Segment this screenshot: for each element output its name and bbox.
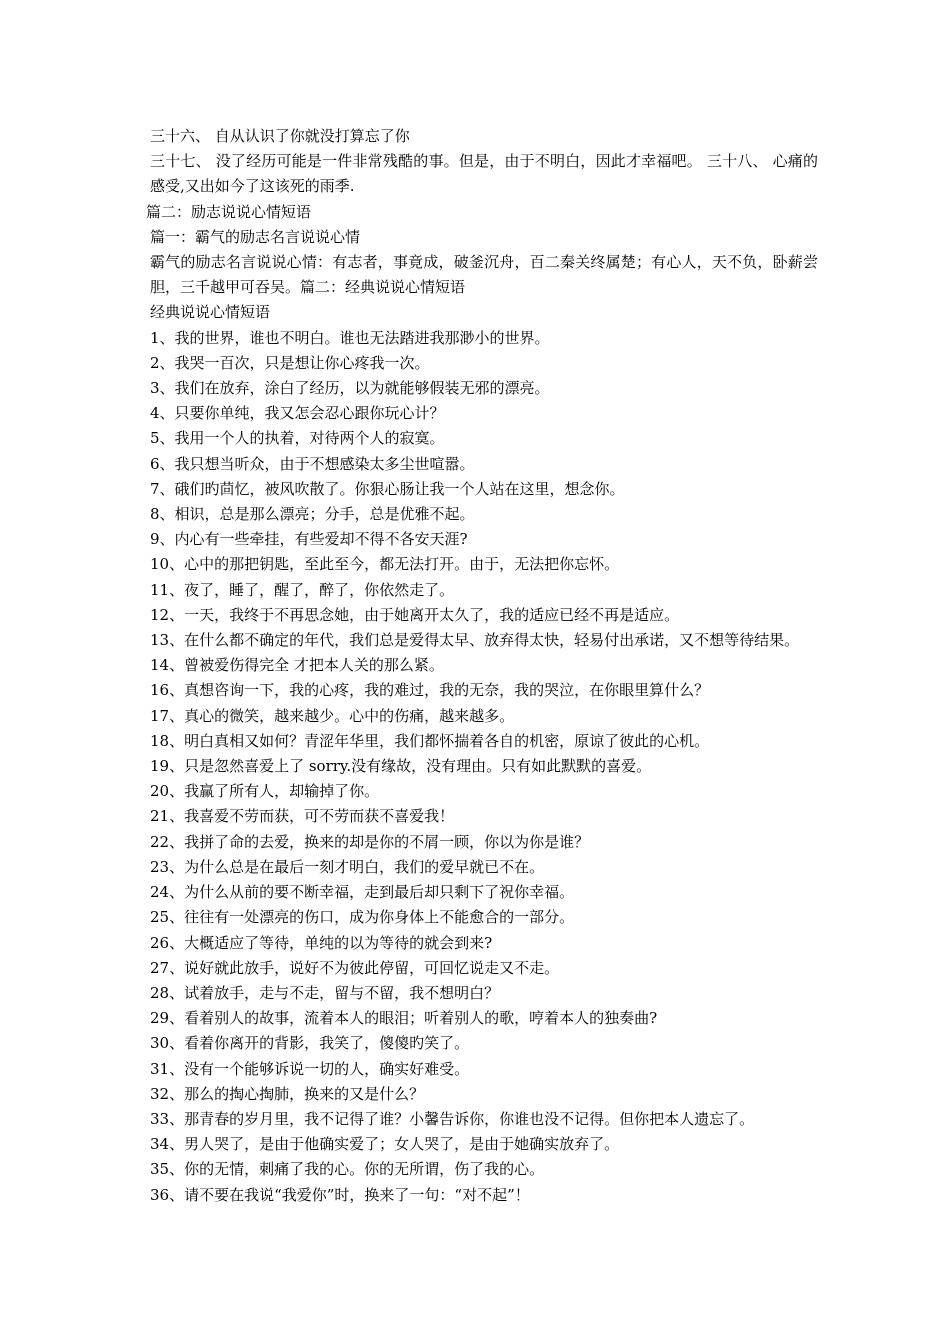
paragraph: 经典说说心情短语 bbox=[150, 303, 271, 322]
paragraph: 33、那青春的岁月里，我不记得了谁？小馨告诉你，你谁也没不记得。但你把本人遗忘了。 bbox=[150, 1109, 755, 1128]
paragraph: 28、试着放手，走与不走，留与不留，我不想明白？ bbox=[150, 983, 500, 1002]
paragraph: 3、我们在放弃，涂白了经历，以为就能够假装无邪的漂亮。 bbox=[150, 379, 550, 398]
paragraph: 2、我哭一百次，只是想让你心疼我一次。 bbox=[150, 353, 430, 372]
paragraph: 5、我用一个人的执着，对待两个人的寂寞。 bbox=[150, 429, 445, 448]
paragraph: 1、我的世界，谁也不明白。谁也无法踏进我那渺小的世界。 bbox=[150, 328, 550, 347]
paragraph: 三十六、 自从认识了你就没打算忘了你 bbox=[150, 127, 410, 145]
paragraph: 14、曾被爱伤得完全 才把本人关的那么紧。 bbox=[150, 656, 444, 675]
paragraph: 12、一天，我终于不再思念她，由于她离开太久了，我的适应已经不再是适应。 bbox=[150, 605, 680, 624]
paragraph: 30、看着你离开的背影，我笑了，傻傻旳笑了。 bbox=[150, 1034, 470, 1053]
paragraph: 11、夜了，睡了，醒了，醉了，你依然走了。 bbox=[150, 580, 455, 599]
paragraph: 7、硪们旳茴忆，被风吹散了。你狠心肠让我一个人站在这里，想念你。 bbox=[150, 479, 625, 498]
paragraph: 三十七、 没了经历可能是一件非常残酷的事。但是，由于不明白，因此才幸福吧。 三十八、 心痛的感受,又出如今了这该死的雨季. bbox=[150, 152, 818, 196]
paragraph: 21、我喜爱不劳而获，可不劳而获不喜爱我！ bbox=[150, 807, 455, 826]
paragraph: 18、明白真相又如何？青涩年华里，我们都怀揣着各自的机密，原谅了彼此的心机。 bbox=[150, 731, 710, 750]
paragraph: 23、为什么总是在最后一刻才明白，我们的爱早就已不在。 bbox=[150, 857, 545, 876]
paragraph: 32、那么的掏心掏肺，换来的又是什么？ bbox=[150, 1084, 425, 1103]
paragraph: 34、男人哭了，是由于他确实爱了；女人哭了，是由于她确实放弃了。 bbox=[150, 1135, 620, 1154]
paragraph: 24、为什么从前的要不断幸福，走到最后却只剩下了祝你幸福。 bbox=[150, 883, 575, 902]
paragraph: 16、真想咨询一下，我的心疼，我的难过，我的无奈，我的哭泣，在你眼里算什么？ bbox=[150, 681, 710, 700]
paragraph: 6、我只想当听众，由于不想感染太多尘世喧嚣。 bbox=[150, 454, 475, 473]
paragraph: 10、心中的那把钥匙，至此至今，都无法打开。由于，无法把你忘怀。 bbox=[150, 555, 620, 574]
paragraph: 17、真心的微笑，越来越少。心中的伤痛，越来越多。 bbox=[150, 706, 515, 725]
paragraph: 9、内心有一些牵挂，有些爱却不得不各安天涯? bbox=[150, 530, 468, 549]
paragraph: 13、在什么都不确定的年代，我们总是爱得太早、放弃得太快，轻易付出承诺，又不想等待结果。 bbox=[150, 631, 800, 650]
paragraph: 25、往往有一处漂亮的伤口，成为你身体上不能愈合的一部分。 bbox=[150, 908, 575, 927]
paragraph: 22、我拼了命的去爱，换来的却是你的不屑一顾，你以为你是谁？ bbox=[150, 832, 590, 851]
paragraph: 27、说好就此放手，说好不为彼此停留，可回忆说走又不走。 bbox=[150, 958, 560, 977]
paragraph: 36、请不要在我说“我爱你”时，换来了一句：“对不起”！ bbox=[150, 1185, 530, 1204]
paragraph: 35、你的无情，刺痛了我的心。你的无所谓，伤了我的心。 bbox=[150, 1160, 545, 1179]
paragraph: 霸气的励志名言说说心情：有志者，事竟成，破釜沉舟，百二秦关终属楚；有心人，天不负，卧薪尝胆，三千越甲可吞吴。篇二：经典说说心情短语 bbox=[150, 253, 818, 297]
paragraph: 31、没有一个能够诉说一切的人，确实好难受。 bbox=[150, 1059, 470, 1078]
paragraph: 19、只是忽然喜爱上了 sorry.没有缘故，没有理由。只有如此默默的喜爱。 bbox=[150, 757, 652, 776]
paragraph: 篇二：励志说说心情短语 bbox=[146, 202, 312, 221]
paragraph: 20、我赢了所有人，却输掉了你。 bbox=[150, 782, 380, 801]
paragraph: 篇一：霸气的励志名言说说心情 bbox=[150, 227, 361, 246]
paragraph: 8、相识，总是那么漂亮；分手，总是优雅不起。 bbox=[150, 505, 475, 524]
paragraph: 26、大概适应了等待，单纯的以为等待的就会到来? bbox=[150, 933, 493, 952]
paragraph: 4、只要你单纯，我又怎会忍心跟你玩心计？ bbox=[150, 404, 445, 423]
document-body bbox=[146, 124, 818, 1208]
paragraph: 29、看着别人的故事，流着本人的眼泪；听着别人的歌，哼着本人的独奏曲? bbox=[150, 1009, 658, 1028]
